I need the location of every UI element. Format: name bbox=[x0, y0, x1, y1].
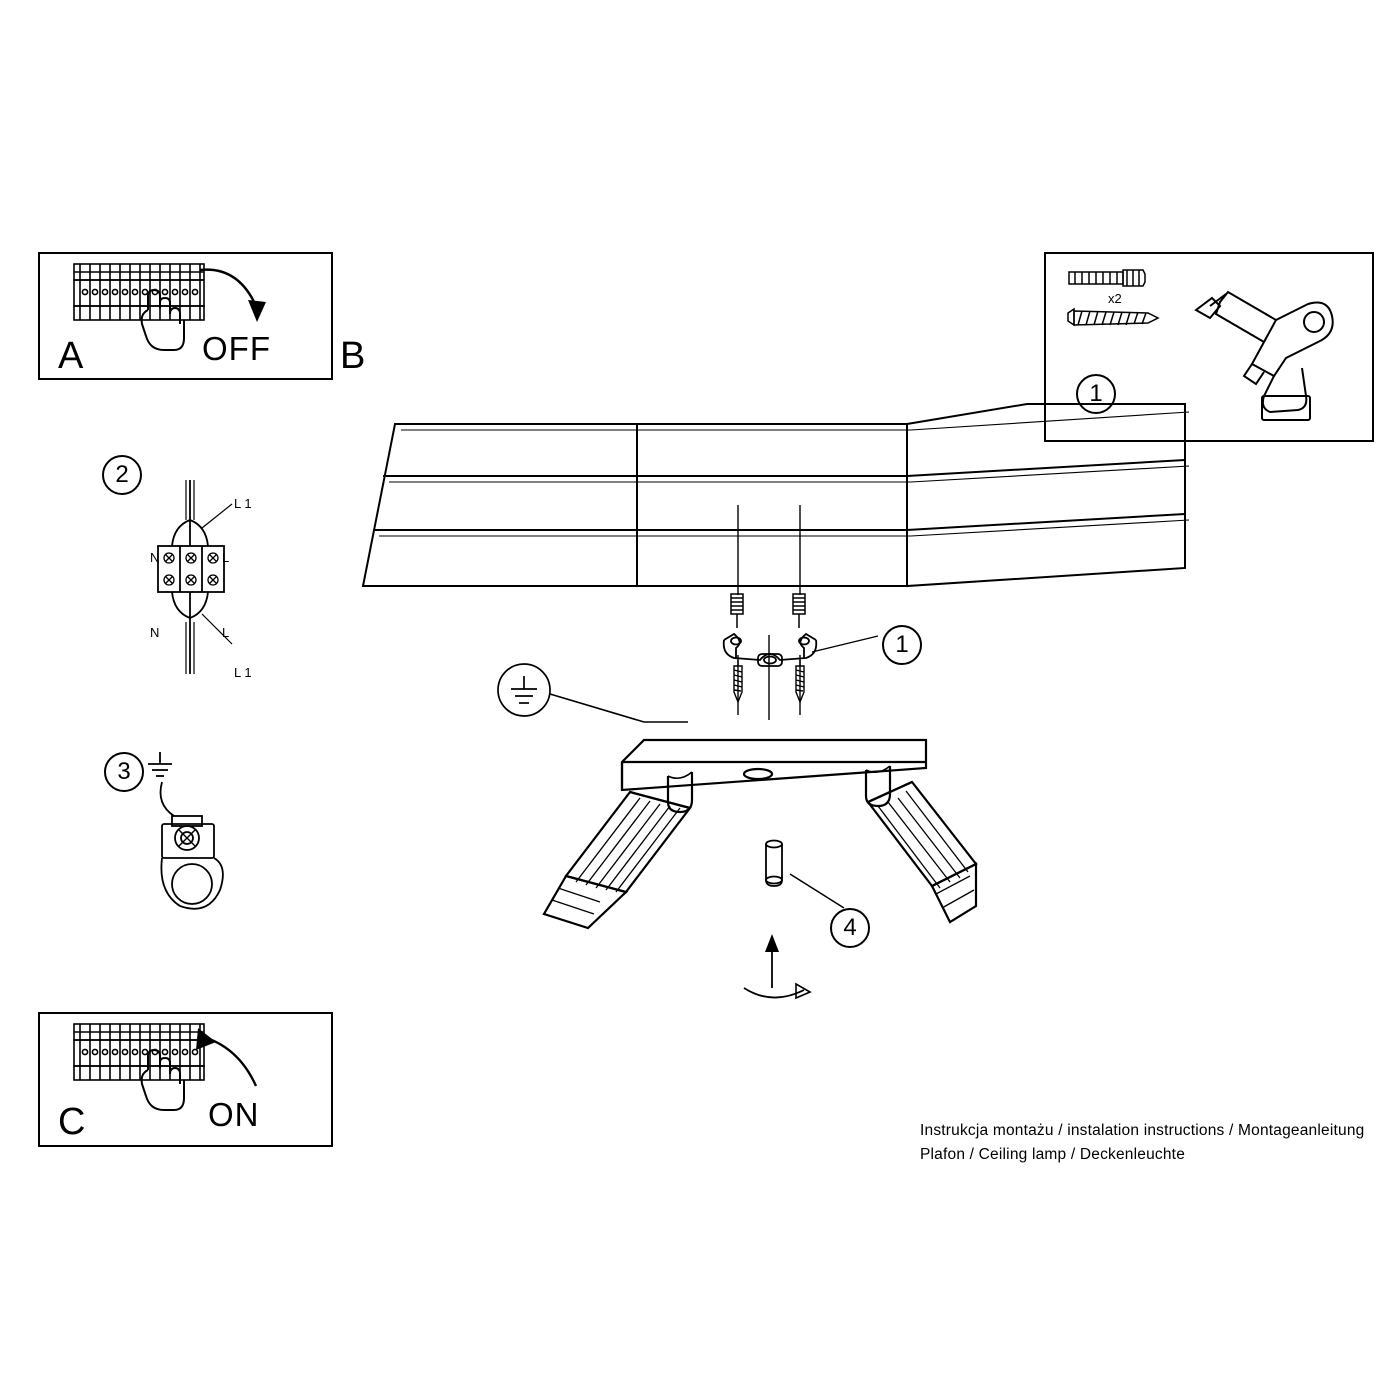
arrow-up-icon bbox=[196, 1024, 276, 1100]
panel-c-label: ON bbox=[208, 1096, 260, 1133]
leader-line-bracket bbox=[812, 628, 882, 658]
wall-plug-icon bbox=[1065, 264, 1155, 290]
arrow-down-icon bbox=[196, 264, 276, 336]
earth-ground-icon-step3 bbox=[142, 750, 178, 784]
step-number-4: 4 bbox=[830, 908, 870, 948]
terminal-label-bottom-right: L 1 bbox=[234, 665, 252, 680]
power-drill-icon bbox=[1190, 276, 1350, 426]
panel-c-letter: C bbox=[58, 1101, 86, 1143]
step-number-2: 2 bbox=[102, 455, 142, 495]
terminal-label-top-right: L 1 bbox=[234, 496, 252, 511]
ground-screw-terminal-icon bbox=[140, 780, 250, 940]
set-screw-icon bbox=[756, 840, 792, 890]
bracket-screw-top-left bbox=[724, 592, 750, 630]
bracket-screw-bottom-right bbox=[788, 660, 812, 706]
bracket-screw-bottom-left bbox=[726, 660, 750, 706]
panel-a-label: OFF bbox=[202, 330, 271, 367]
panel-a-letter: A bbox=[58, 335, 84, 377]
quantity-label: x2 bbox=[1108, 291, 1122, 306]
earth-ground-icon-scene bbox=[496, 662, 552, 718]
step-number-1-tools: 1 bbox=[1076, 374, 1116, 414]
mount-guide-lines bbox=[700, 505, 840, 725]
footer-line-1: Instrukcja montażu / instalation instructions / Montageanleitung bbox=[920, 1122, 1365, 1139]
terminal-label-right-bottom: L bbox=[222, 625, 230, 640]
step-number-3: 3 bbox=[104, 752, 144, 792]
step-number-1-mount: 1 bbox=[882, 625, 922, 665]
panel-b-letter: B bbox=[340, 335, 366, 377]
terminal-label-right-top: L bbox=[222, 550, 230, 565]
bracket-screw-top-right bbox=[786, 592, 812, 630]
terminal-label-left-bottom: N bbox=[150, 625, 160, 640]
footer-line-2: Plafon / Ceiling lamp / Deckenleuchte bbox=[920, 1146, 1186, 1163]
screw-icon bbox=[1062, 305, 1162, 331]
rotation-arrow-icon bbox=[734, 930, 824, 1000]
terminal-label-left-top: N bbox=[150, 550, 160, 565]
